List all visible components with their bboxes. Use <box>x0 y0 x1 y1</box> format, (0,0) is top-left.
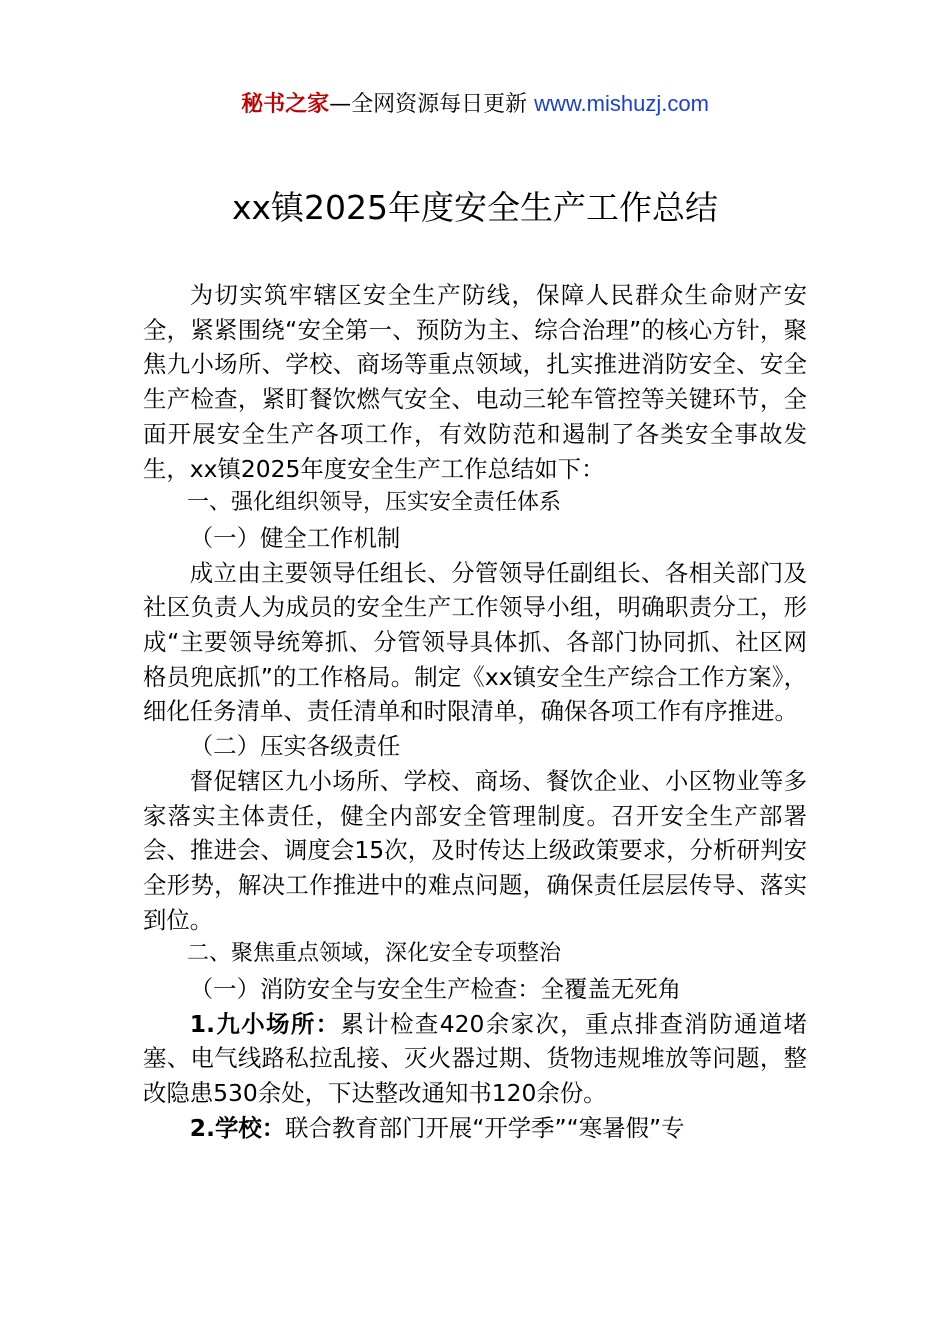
subsection-heading: （一）消防安全与安全生产检查：全覆盖无死角 <box>189 975 681 1004</box>
list-item-text: 联合教育部门开展“开学季”“寒暑假”专 <box>285 1113 685 1142</box>
body-paragraph: 督促辖区九小场所、学校、商场、餐饮企业、小区物业等多家落实主体责任，健全内部安全管理制度。召开安全生产部署会、推进会、调度会15次，及时传达上级政策要求，分析研判安全形势，解决工作推进中的难点问题，确保责任层层传导、落实到位。 <box>143 766 807 934</box>
site-brand: 秘书之家 <box>241 92 330 117</box>
list-item <box>143 1007 807 1111</box>
body-paragraph: 成立由主要领导任组长、分管领导任副组长、各相关部门及社区负责人为成员的安全生产工作领导小组，明确职责分工，形成“主要领导统筹抓、分管领导具体抓、各部门协同抓、社区网格员兜底抓”的工作格局。制定《xx镇安全生产综合工作方案》，细化任务清单、责任清单和时限清单，确保各项工作有序推进。 <box>143 558 807 726</box>
subsection-heading: （一）健全工作机制 <box>189 523 401 552</box>
site-tagline: —全网资源每日更新 <box>329 92 535 117</box>
section-heading: 二、聚焦重点领域，深化安全专项整治 <box>187 941 562 967</box>
site-url-link[interactable]: www.mishuzj.com <box>534 91 709 116</box>
list-item-lead: 1.九小场所： <box>189 1009 341 1038</box>
document-body <box>143 278 807 1146</box>
site-header <box>0 88 950 121</box>
intro-paragraph: 为切实筑牢辖区安全生产防线，保障人民群众生命财产安全，紧紧围绕“安全第一、预防为主、综合治理”的核心方针，聚焦九小场所、学校、商场等重点领域，扎实推进消防安全、安全生产检查，紧盯餐饮燃气安全、电动三轮车管控等关键环节，全面开展安全生产各项工作，有效防范和遏制了各类安全事故发生，xx镇2025年度安全生产工作总结如下： <box>143 281 807 483</box>
list-item-lead: 2.学校： <box>189 1113 286 1142</box>
section-heading: 一、强化组织领导，压实安全责任体系 <box>187 490 562 516</box>
list-item-text: 累计检查420余家次，重点排查消防通道堵塞、电气线路私拉乱接、灭火器过期、货物违规堆放等问题，整改隐患530余处，下达整改通知书120余份。 <box>143 1009 807 1108</box>
subsection-heading: （二）压实各级责任 <box>189 732 401 761</box>
document-title: xx镇2025年度安全生产工作总结 <box>231 188 719 227</box>
list-item <box>143 1111 807 1146</box>
